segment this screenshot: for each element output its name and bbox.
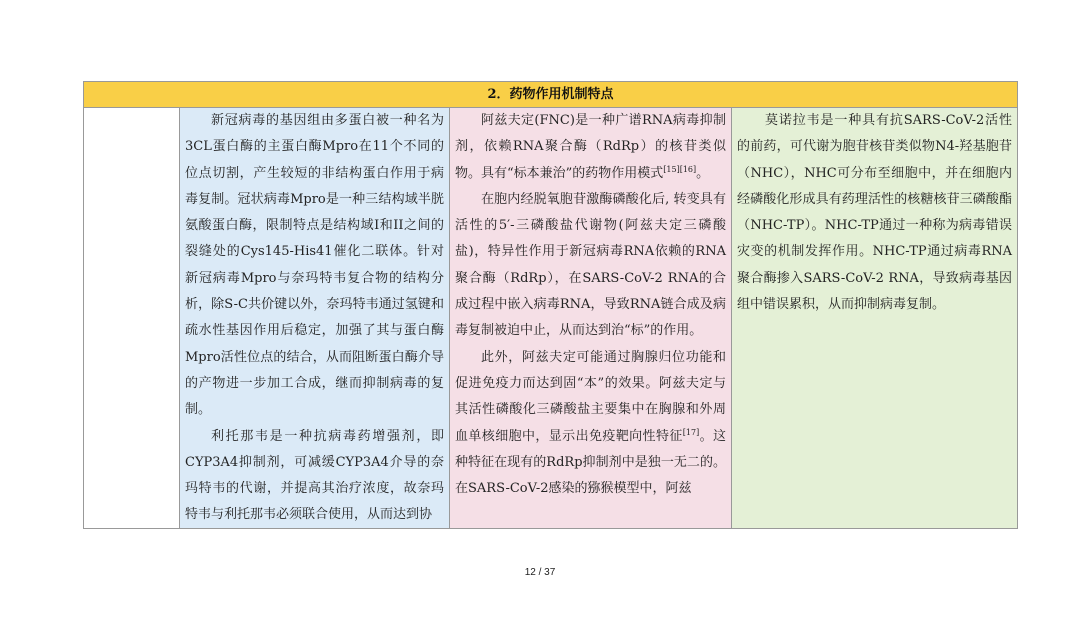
molnupiravir-paragraph-1: 莫诺拉韦是一种具有抗SARS-CoV-2活性的前药，可代谢为胞苷核苷类似物N4-羟基胞苷（NHC），NHC可分布至细胞中，并在细胞内经磷酸化形成具有药理活性的核糖核苷三磷酸酯（NHC-TP）。NHC-TP通过一种称为病毒错误灾变的机制发挥作用。NHC-TP通过病毒RNA聚合酶掺入SARS-CoV-2 RNA，导致病毒基因组中错误累积，从而抑制病毒复制。 bbox=[737, 113, 1012, 313]
azvudine-paragraph-3-end: 。这种特征在现有的RdRp抑制剂中是独一无二的。在SARS-CoV-2感染的猕猴模型中，阿兹 bbox=[455, 428, 726, 497]
azvudine-paragraph-3 bbox=[450, 345, 731, 503]
nirmatrelvir-mechanism-cell bbox=[180, 108, 450, 528]
azvudine-paragraph-1-text: 阿兹夫定(FNC)是一种广谱RNA病毒抑制剂，依赖RNA聚合酶（RdRp）的核苷类似物。具有“标本兼治”的药物作用模式 bbox=[455, 113, 726, 181]
reference-marker: [17] bbox=[682, 427, 700, 437]
reference-marker: [15][16] bbox=[663, 164, 697, 174]
ritonavir-paragraph: 利托那韦是一种抗病毒药增强剂，即CYP3A4抑制剂，可减缓CYP3A4介导的奈玛特韦的代谢，并提高其治疗浓度，故奈玛特韦与利托那韦必须联合使用，从而达到协 bbox=[185, 428, 444, 523]
azvudine-paragraph-2: 在胞内经脱氧胞苷激酶磷酸化后, 转变具有活性的5′-三磷酸盐代谢物(阿兹夫定三磷酸盐)，特异性作用于新冠病毒RNA依赖的RNA聚合酶（RdRp），在SARS-CoV-2 RNA的合成过程中嵌入病毒RNA，导致RNA链合成及病毒复制被迫中止，从而达到治“标”的作用。 bbox=[455, 191, 726, 339]
azvudine-paragraph-1-end: 。 bbox=[696, 165, 710, 181]
row-label-cell bbox=[84, 108, 180, 528]
table-section-header: 2．药物作用机制特点 bbox=[84, 82, 1017, 108]
nirmatrelvir-paragraph-1: 新冠病毒的基因组由多蛋白被一种名为3CL蛋白酶的主蛋白酶Mpro在11个不同的位点切割，产生较短的非结构蛋白作用于病毒复制。冠状病毒Mpro是一种三结构域半胱氨酸蛋白酶，限制特点是结构域I和II之间的裂缝处的Cys145-His41催化二联体。针对新冠病毒Mpro与奈玛特韦复合物的结构分析，除S-C共价键以外，奈玛特韦通过氢键和疏水性基因作用后稳定，加强了其与蛋白酶Mpro活性位点的结合，从而阻断蛋白酶介导的产物进一步加工合成，继而抑制病毒的复制。 bbox=[185, 113, 444, 418]
azvudine-paragraph-3-text: 此外，阿兹夫定可能通过胸腺归位功能和促进免疫力而达到固“本”的效果。阿兹夫定与其活性磷酸化三磷酸盐主要集中在胸腺和外周血单核细胞中，显示出免疫靶向性特征 bbox=[455, 349, 726, 444]
azvudine-paragraph-1 bbox=[450, 108, 731, 187]
molnupiravir-mechanism-cell bbox=[732, 108, 1017, 528]
azvudine-mechanism-cell bbox=[450, 108, 732, 528]
drug-mechanism-table bbox=[83, 81, 1018, 529]
page-number: 12 / 37 bbox=[524, 567, 556, 578]
